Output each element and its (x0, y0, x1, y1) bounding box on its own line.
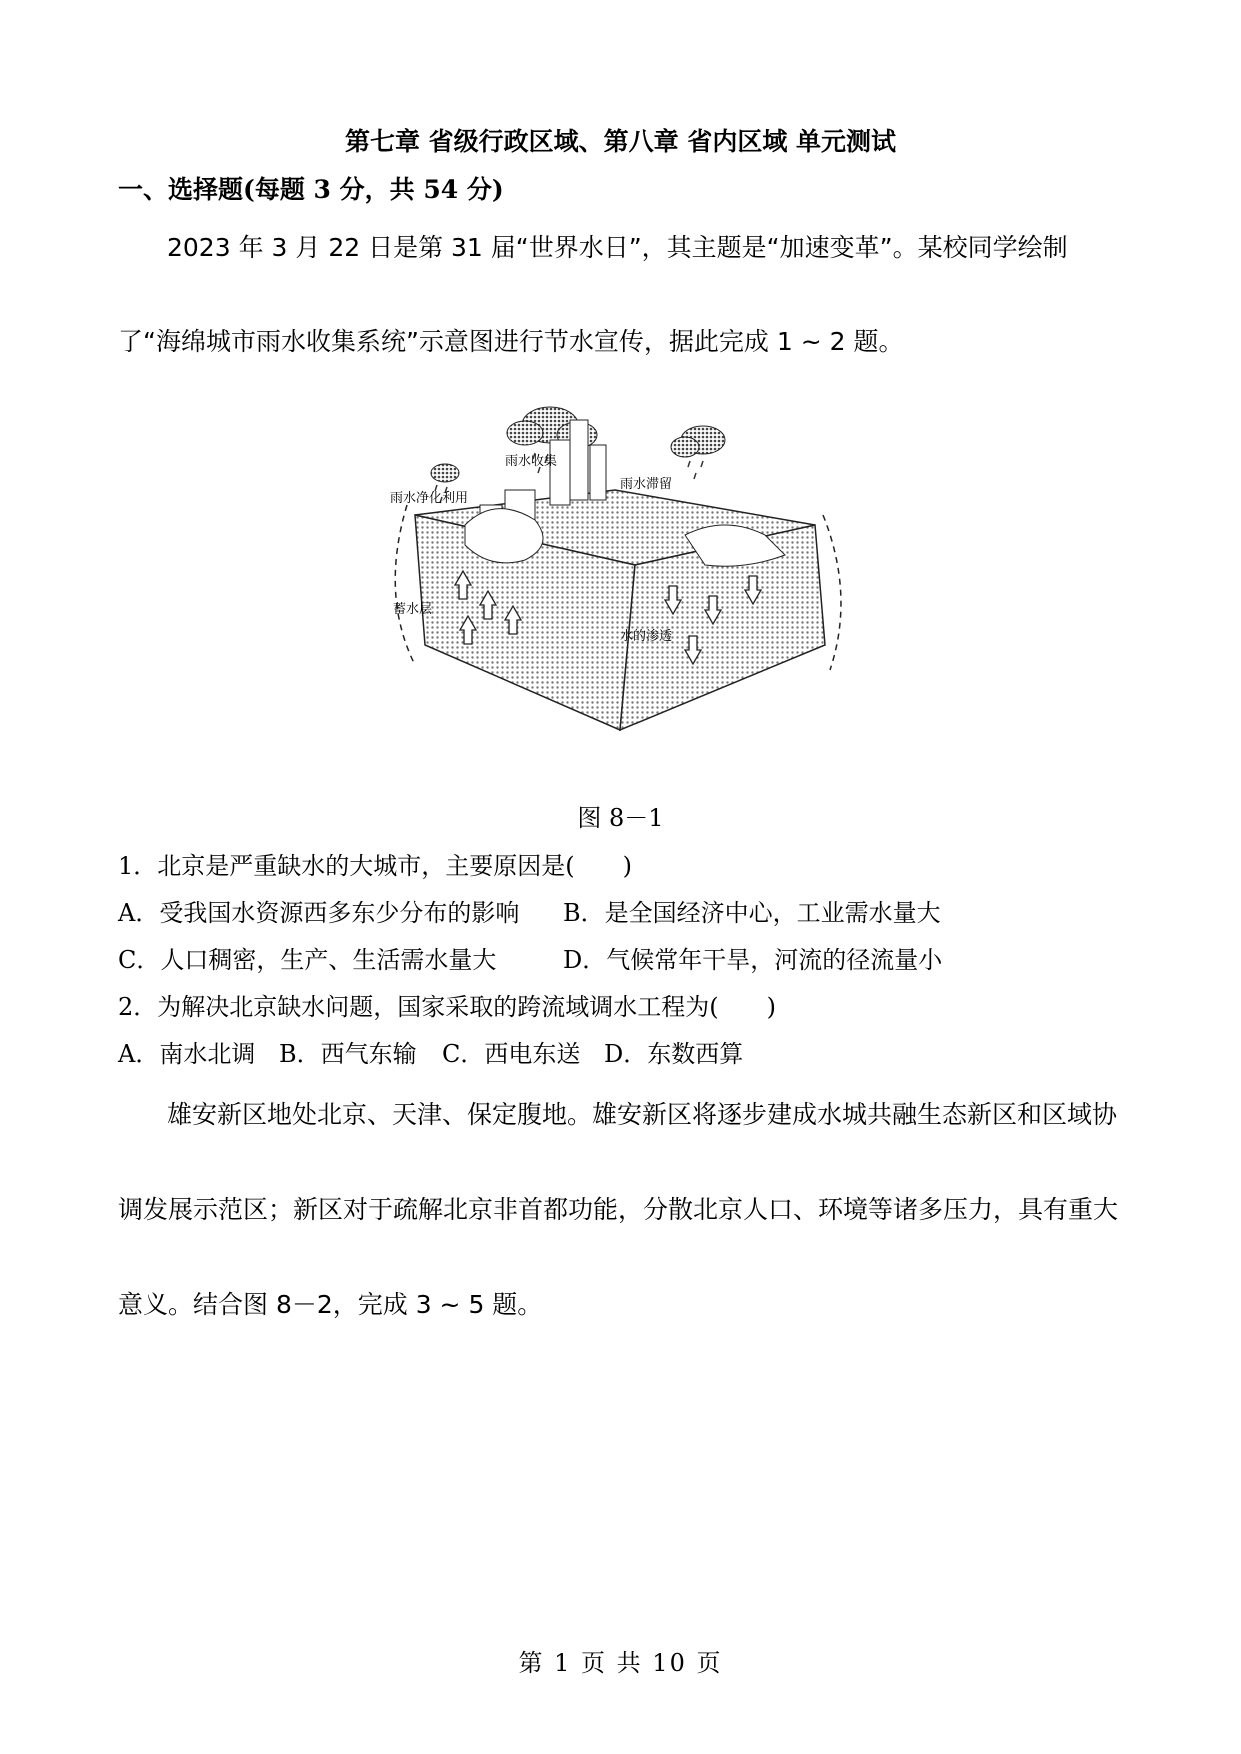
city-block (415, 420, 825, 730)
label-rain-store: 雨水滞留 (620, 477, 673, 492)
section-heading: 一、选择题(每题 3 分，共 54 分) (118, 175, 504, 204)
cloud-icon (671, 426, 725, 457)
question-1-option-b: B．是全国经济中心，工业需水量大 (563, 899, 941, 927)
question-1-option-d: D．气候常年干旱，河流的径流量小 (563, 946, 943, 974)
question-1-option-c: C．人口稠密，生产、生活需水量大 (118, 946, 497, 974)
page-footer: 第 1 页 共 10 页 (518, 1649, 723, 1677)
sponge-city-figure (385, 395, 845, 770)
label-rain-purify: 雨水净化利用 (390, 491, 469, 506)
label-aquifer: 蓄水层 (393, 602, 433, 617)
figure-caption: 图 8－1 (577, 804, 664, 832)
question-2-stem: 2．为解决北京缺水问题，国家采取的跨流域调水工程为( ) (118, 993, 776, 1021)
page-title: 第七章 省级行政区域、第八章 省内区域 单元测试 (344, 127, 897, 156)
intro-paragraph-1-line-1: 2023 年 3 月 22 日是第 31 届“世界水日”，其主题是“加速变革”。某校同学绘制 (167, 233, 1068, 262)
cloud-icon (431, 464, 459, 482)
intro-paragraph-1-line-2: 了“海绵城市雨水收集系统”示意图进行节水宣传，据此完成 1 ~ 2 题。 (118, 327, 904, 356)
label-infiltration: 水的渗透 (620, 629, 673, 644)
question-2-option-d: D．东数西算 (604, 1040, 744, 1068)
question-2-option-b: B．西气东输 (279, 1040, 417, 1068)
question-1-option-a: A．受我国水资源西多东少分布的影响 (118, 899, 520, 927)
intro-paragraph-2-line-1: 雄安新区地处北京、天津、保定腹地。雄安新区将逐步建成水城共融生态新区和区域协 (167, 1100, 1118, 1129)
intro-paragraph-2-line-3: 意义。结合图 8－2，完成 3 ~ 5 题。 (118, 1290, 543, 1319)
question-1-stem: 1．北京是严重缺水的大城市，主要原因是( ) (118, 852, 632, 880)
question-2-option-a: A．南水北调 (118, 1040, 256, 1068)
intro-paragraph-2-line-2: 调发展示范区；新区对于疏解北京非首都功能，分散北京人口、环境等诸多压力，具有重大 (118, 1195, 1119, 1224)
label-rain-collect: 雨水收集 (505, 454, 558, 469)
question-2-option-c: C．西电东送 (442, 1040, 581, 1068)
